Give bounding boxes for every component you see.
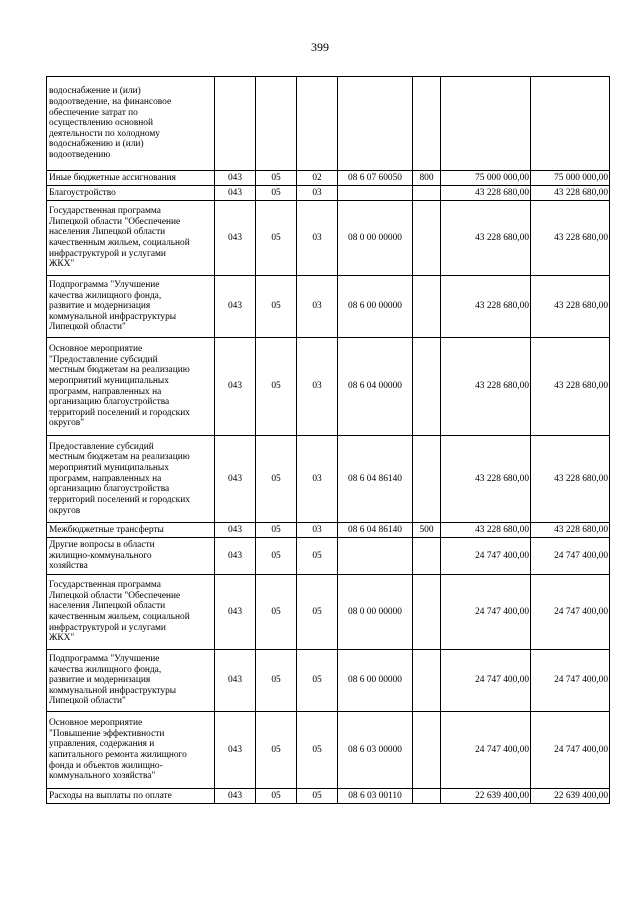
cell-expense-type: [413, 789, 441, 804]
cell-ministry-code: 043: [215, 436, 256, 523]
cell-ministry-code: 043: [215, 575, 256, 650]
cell-expense-type: [413, 338, 441, 436]
cell-subsection-code: 03: [297, 201, 338, 276]
cell-name: Предоставление субсидий местным бюджетам на реализацию мероприятий муниципальных программ, направленных на организацию благоустройства территорий поселений и городских округов: [47, 436, 215, 523]
cell-subsection-code: 03: [297, 523, 338, 538]
cell-expense-type: 800: [413, 171, 441, 186]
budget-table: [46, 76, 610, 804]
cell-amount-2: [531, 77, 610, 171]
cell-section-code: 05: [256, 338, 297, 436]
cell-amount-2: 43 228 680,00: [531, 523, 610, 538]
cell-subsection-code: 03: [297, 276, 338, 338]
cell-amount-1: [441, 77, 531, 171]
table-row: [47, 538, 610, 575]
cell-target-article: 08 6 07 60050: [338, 171, 413, 186]
cell-amount-1: 22 639 400,00: [441, 789, 531, 804]
cell-target-article: 08 6 03 00000: [338, 712, 413, 789]
cell-subsection-code: 05: [297, 575, 338, 650]
cell-section-code: [256, 77, 297, 171]
table-row: [47, 436, 610, 523]
table-row: [47, 650, 610, 712]
cell-ministry-code: 043: [215, 171, 256, 186]
cell-amount-1: 43 228 680,00: [441, 436, 531, 523]
cell-amount-2: 24 747 400,00: [531, 575, 610, 650]
cell-amount-1: 75 000 000,00: [441, 171, 531, 186]
cell-expense-type: [413, 575, 441, 650]
cell-amount-2: 24 747 400,00: [531, 650, 610, 712]
cell-target-article: [338, 538, 413, 575]
cell-subsection-code: 03: [297, 338, 338, 436]
table-row: [47, 171, 610, 186]
cell-target-article: 08 6 04 86140: [338, 523, 413, 538]
page-number: 399: [311, 40, 329, 54]
cell-amount-2: 43 228 680,00: [531, 436, 610, 523]
table-row: [47, 712, 610, 789]
cell-amount-1: 43 228 680,00: [441, 276, 531, 338]
cell-section-code: 05: [256, 276, 297, 338]
cell-ministry-code: 043: [215, 538, 256, 575]
cell-amount-1: 24 747 400,00: [441, 538, 531, 575]
cell-name: Иные бюджетные ассигнования: [47, 171, 215, 186]
cell-subsection-code: 05: [297, 538, 338, 575]
cell-amount-2: 43 228 680,00: [531, 186, 610, 201]
cell-target-article: [338, 77, 413, 171]
cell-name: водоснабжение и (или) водоотведение, на финансовое обеспечение затрат по осуществлению основной деятельности по холодному водоснабжению и (или) водоотведению: [47, 77, 215, 171]
cell-ministry-code: 043: [215, 276, 256, 338]
cell-section-code: 05: [256, 538, 297, 575]
cell-amount-1: 24 747 400,00: [441, 650, 531, 712]
cell-amount-2: 75 000 000,00: [531, 171, 610, 186]
table-row: [47, 276, 610, 338]
cell-amount-2: 43 228 680,00: [531, 201, 610, 276]
table-row: [47, 789, 610, 804]
cell-target-article: 08 6 00 00000: [338, 276, 413, 338]
cell-subsection-code: [297, 77, 338, 171]
cell-expense-type: [413, 201, 441, 276]
cell-name: Расходы на выплаты по оплате: [47, 789, 215, 804]
cell-target-article: 08 6 04 86140: [338, 436, 413, 523]
cell-section-code: 05: [256, 171, 297, 186]
cell-ministry-code: 043: [215, 650, 256, 712]
cell-target-article: 08 6 00 00000: [338, 650, 413, 712]
cell-subsection-code: 05: [297, 650, 338, 712]
cell-ministry-code: 043: [215, 712, 256, 789]
cell-expense-type: [413, 436, 441, 523]
cell-ministry-code: [215, 77, 256, 171]
table-row: [47, 575, 610, 650]
cell-amount-2: 24 747 400,00: [531, 538, 610, 575]
cell-expense-type: [413, 186, 441, 201]
cell-amount-2: 43 228 680,00: [531, 338, 610, 436]
cell-amount-1: 43 228 680,00: [441, 523, 531, 538]
cell-section-code: 05: [256, 201, 297, 276]
cell-amount-2: 43 228 680,00: [531, 276, 610, 338]
cell-target-article: 08 0 00 00000: [338, 575, 413, 650]
cell-name: Основное мероприятие "Предоставление субсидий местным бюджетам на реализацию мероприятий муниципальных программ, направленных на организацию благоустройства территорий поселений и городских округов": [47, 338, 215, 436]
cell-subsection-code: 02: [297, 171, 338, 186]
cell-amount-1: 24 747 400,00: [441, 575, 531, 650]
cell-target-article: 08 6 03 00110: [338, 789, 413, 804]
cell-section-code: 05: [256, 436, 297, 523]
cell-name: Государственная программа Липецкой области "Обеспечение населения Липецкой области качественным жильем, социальной инфраструктурой и услугами ЖКХ": [47, 575, 215, 650]
cell-subsection-code: 05: [297, 712, 338, 789]
cell-amount-1: 24 747 400,00: [441, 712, 531, 789]
cell-expense-type: [413, 77, 441, 171]
cell-target-article: [338, 186, 413, 201]
cell-amount-2: 22 639 400,00: [531, 789, 610, 804]
cell-ministry-code: 043: [215, 338, 256, 436]
cell-expense-type: [413, 650, 441, 712]
cell-ministry-code: 043: [215, 789, 256, 804]
cell-ministry-code: 043: [215, 523, 256, 538]
table-row: [47, 77, 610, 171]
cell-section-code: 05: [256, 650, 297, 712]
cell-section-code: 05: [256, 523, 297, 538]
cell-target-article: 08 0 00 00000: [338, 201, 413, 276]
cell-section-code: 05: [256, 789, 297, 804]
cell-target-article: 08 6 04 00000: [338, 338, 413, 436]
cell-name: Основное мероприятие "Повышение эффективности управления, содержания и капитального ремонта жилищного фонда и объектов жилищно- коммунального хозяйства": [47, 712, 215, 789]
cell-amount-1: 43 228 680,00: [441, 338, 531, 436]
cell-section-code: 05: [256, 186, 297, 201]
table-row: [47, 338, 610, 436]
cell-expense-type: [413, 538, 441, 575]
cell-name: Государственная программа Липецкой области "Обеспечение населения Липецкой области качественным жильем, социальной инфраструктурой и услугами ЖКХ": [47, 201, 215, 276]
cell-expense-type: [413, 712, 441, 789]
cell-amount-1: 43 228 680,00: [441, 186, 531, 201]
cell-ministry-code: 043: [215, 201, 256, 276]
cell-subsection-code: 03: [297, 186, 338, 201]
table-row: [47, 201, 610, 276]
cell-subsection-code: 03: [297, 436, 338, 523]
table-row: [47, 523, 610, 538]
cell-name: Подпрограмма "Улучшение качества жилищного фонда, развитие и модернизация коммунальной инфраструктуры Липецкой области": [47, 276, 215, 338]
cell-subsection-code: 05: [297, 789, 338, 804]
cell-name: Межбюджетные трансферты: [47, 523, 215, 538]
table-row: [47, 186, 610, 201]
cell-section-code: 05: [256, 575, 297, 650]
cell-amount-1: 43 228 680,00: [441, 201, 531, 276]
cell-amount-2: 24 747 400,00: [531, 712, 610, 789]
cell-name: Подпрограмма "Улучшение качества жилищного фонда, развитие и модернизация коммунальной инфраструктуры Липецкой области": [47, 650, 215, 712]
cell-expense-type: 500: [413, 523, 441, 538]
cell-ministry-code: 043: [215, 186, 256, 201]
cell-name: Благоустройство: [47, 186, 215, 201]
cell-expense-type: [413, 276, 441, 338]
cell-name: Другие вопросы в области жилищно-коммунального хозяйства: [47, 538, 215, 575]
cell-section-code: 05: [256, 712, 297, 789]
